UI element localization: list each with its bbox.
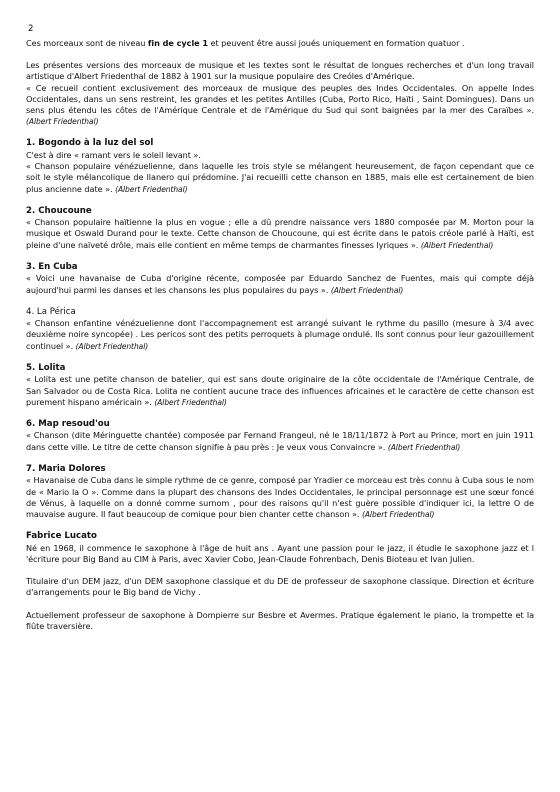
author-credit: (Albert Friedenthal) bbox=[361, 509, 435, 519]
presentation-quote: « Ce recueil contient exclusivement des morceaux de musique des peuples des Indes Occidentales. On appelle Indes Occidentales, dans un sens restreint, les grandes et les petites Antilles (Cuba, Porto Rico, Haïti , Saint Domingues). Dans un sens plus étendu les côtes de l'Amérique Centrale et de l'Amérique du Sud qui sont baignées par la mer des Caraïbes ». bbox=[26, 82, 534, 116]
section-text: « Lolita est une petite chanson de batelier, qui est sans doute originaire de la côte occidentale de l'Amérique Centrale, de San Salvador ou de Costa Rica. Lolita ne contient aucune trace des influences africaines et le caractère de cette chanson est purement hispano américain ». bbox=[26, 374, 534, 407]
section-paragraph bbox=[26, 161, 534, 195]
author-credit: (Albert Friedenthal) bbox=[387, 442, 461, 452]
section-paragraph bbox=[26, 150, 534, 161]
section-paragraph bbox=[26, 217, 534, 251]
section-text: « Voici une havanaise de Cuba d'origine récente, composée par Eduardo Sanchez de Fuentes, mais qui compte déjà aujourd'hui parmi les danses et les chansons les plus populaires du pays ». bbox=[26, 273, 534, 295]
section-title: 5. Lolita bbox=[26, 362, 66, 373]
section-paragraph bbox=[26, 318, 534, 352]
sections-list bbox=[26, 127, 534, 520]
intro-level: fin de cycle 1 bbox=[147, 38, 209, 48]
section-text: « Havanaise de Cuba dans le simple rythme de ce genre, composé par Yradier ce morceau est très connu à Cuba sous le nom de « Mario la O ». Comme dans la plupart des chansons des Indes Occidentales, le principal personnage est une sœur foncé de Vénus, à laquelle on a donné comme surnom , pour des raisons qu'il n'est guère possible d'indiquer ici, la lettre O de mauvaise augure. Il faut beaucoup de comique pour bien chanter cette chanson ». bbox=[26, 475, 534, 519]
document-page bbox=[26, 24, 534, 632]
section-paragraph bbox=[26, 475, 534, 520]
intro-post: et peuvent être aussi joués uniquement en formation quatuor . bbox=[208, 38, 465, 48]
section-title: 1. Bogondo à la luz del sol bbox=[26, 138, 154, 149]
section-paragraph bbox=[26, 273, 534, 295]
section-paragraph bbox=[26, 430, 534, 452]
section-text: « Chanson populaire vénézuelienne, dans laquelle les trois style se mélangent heureusement, de façon cependant que ce soit le style mélancolique de llanero qui prédomine. J'ai recueilli cette chanson en 1885, mais elle est certainement de bien plus ancienne date ». bbox=[26, 161, 534, 194]
author-credit: (Albert Friedenthal) bbox=[75, 341, 149, 351]
bio-paragraph-3: Actuellement professeur de saxophone à Dompierre sur Besbre et Avermes. Pratique également le piano, la trompette et la flûte traversière. bbox=[26, 609, 534, 631]
section-title: 7. Maria Dolores bbox=[26, 463, 106, 474]
author-credit: (Albert Friedenthal) bbox=[154, 397, 227, 407]
intro-pre: Ces morceaux sont de niveau bbox=[26, 38, 148, 48]
page-number: 2 bbox=[28, 24, 34, 34]
section-text: C'est à dire « ramant vers le soleil levant ». bbox=[26, 149, 201, 160]
intro-paragraph bbox=[26, 38, 534, 49]
bio-paragraph-1: Né en 1968, il commence le saxophone à l'âge de huit ans . Ayant une passion pour le jazz, il étudie le saxophone jazz et l 'écriture pour Big Band au CIM à Paris, avec Xavier Cobo, Jean-Claude Fohrenbach, Denis Bioteau et Ivan Julien. bbox=[26, 542, 534, 564]
author-credit: (Albert Friedenthal) bbox=[115, 184, 188, 194]
presentation-paragraph-1: Les présentes versions des morceaux de musique et les textes sont le résultat de longues recherches et d'un long travail artistique d'Albert Friedenthal de 1882 à 1901 sur la musique populaire des Creóles d'Amérique. bbox=[26, 60, 534, 82]
bio-paragraph-2: Titulaire d'un DEM jazz, d'un DEM saxophone classique et du DE de professeur de saxophone classique. Direction et écriture d'arrangements pour le Big band de Vichy . bbox=[26, 576, 534, 598]
presentation-paragraph-2 bbox=[26, 83, 534, 128]
section-title: 2. Choucoune bbox=[26, 205, 92, 216]
bio-name: Fabrice Lucato bbox=[26, 531, 97, 542]
section-text: « Chanson populaire haïtienne la plus en vogue ; elle a dû prendre naissance vers 1880 composée par M. Morton pour la musique et Oswald Durand pour le texte. Cette chanson de Choucoune, qui est écrite dans le patois créole parlé à Haïti, est pleine d'une naïveté drôle, mais elle contient en même temps de charmantes finesses lyriques ». bbox=[26, 217, 534, 250]
section-text: « Chanson enfantine vénézuelienne dont l'accompagnement est arrangé suivant le rythme du pasillo (mesure à 3/4 avec deuxième noire syncopée) . Les pericos sont des petits perroquets à plumage ondulé. Ils sont connus pour leur gazouillement continuel ». bbox=[26, 318, 534, 351]
author-credit: (Albert Friedenthal) bbox=[330, 285, 404, 295]
section-title: 6. Map resoud'ou bbox=[26, 418, 110, 429]
author-credit: (Albert Friedenthal) bbox=[420, 240, 494, 250]
section-text: « Chanson (dite Méringuette chantée) composée par Fernand Frangeul, né le 18/11/1872 à Port au Prince, mort en juin 1911 dans cette ville. Le titre de cette chanson signifie à pau près : Je veux vous Convaincre ». bbox=[26, 430, 534, 452]
section-paragraph bbox=[26, 374, 534, 408]
section-title: 3. En Cuba bbox=[26, 261, 78, 272]
section-title: 4. La Périca bbox=[26, 306, 76, 317]
author-credit: (Albert Friedenthal) bbox=[26, 117, 99, 127]
